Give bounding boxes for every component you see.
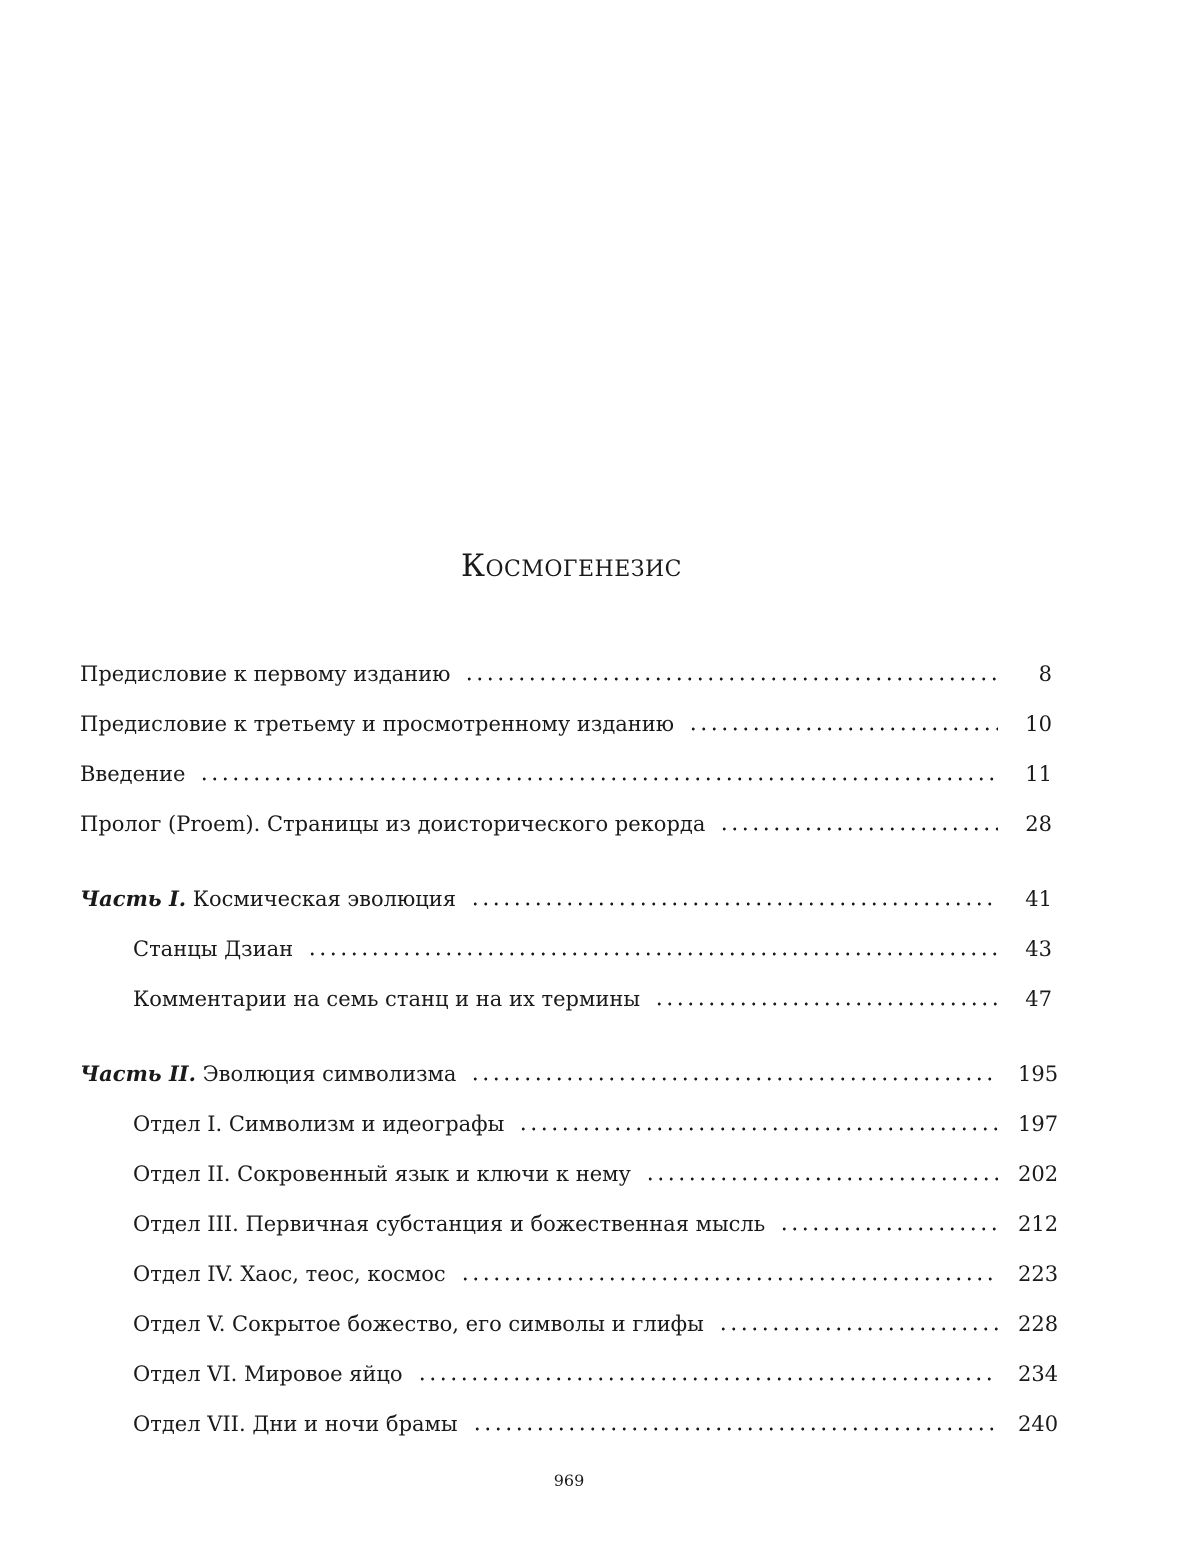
toc-entry-label: Отдел IV. Хаос, теос, космос bbox=[133, 1262, 446, 1286]
part-title: Космическая эволюция bbox=[186, 887, 456, 911]
toc-entry-page: 228 bbox=[1018, 1312, 1059, 1336]
toc-entry-label: Введение bbox=[80, 762, 186, 786]
toc-entry-page: 28 bbox=[1025, 812, 1052, 836]
toc-entry-label bbox=[80, 1059, 456, 1089]
toc-part-entry[interactable] bbox=[80, 880, 1052, 914]
toc-subentry[interactable] bbox=[133, 1305, 1059, 1339]
page-number: 969 bbox=[553, 1471, 585, 1490]
toc-entry-page: 41 bbox=[1025, 887, 1052, 911]
toc-subentry[interactable] bbox=[133, 930, 1052, 964]
toc-entry-page: 234 bbox=[1018, 1362, 1059, 1386]
toc-entry-label: Предисловие к первому изданию bbox=[80, 662, 451, 686]
toc-entry[interactable] bbox=[80, 805, 1052, 839]
dot-leader bbox=[199, 777, 998, 781]
dot-leader bbox=[460, 1277, 998, 1281]
dot-leader bbox=[472, 1427, 998, 1431]
toc-entry-label: Станцы Дзиан bbox=[133, 937, 294, 961]
toc-entry-label: Отдел V. Сокрытое божество, его символы и глифы bbox=[133, 1312, 704, 1336]
toc-entry-label bbox=[80, 884, 456, 914]
toc-subentry[interactable] bbox=[133, 1255, 1059, 1289]
toc-entry[interactable] bbox=[80, 655, 1052, 689]
toc-subentry[interactable] bbox=[133, 1405, 1059, 1439]
toc-entry-page: 43 bbox=[1025, 937, 1052, 961]
toc-entry-page: 212 bbox=[1018, 1212, 1059, 1236]
toc-entry-page: 8 bbox=[1038, 662, 1052, 686]
dot-leader bbox=[654, 1002, 998, 1006]
toc-entry[interactable] bbox=[80, 705, 1052, 739]
dot-leader bbox=[719, 827, 998, 831]
toc-entry-label: Пролог (Proem). Страницы из доисторического рекорда bbox=[80, 812, 706, 836]
toc-subentry[interactable] bbox=[133, 1155, 1059, 1189]
dot-leader bbox=[417, 1377, 998, 1381]
toc-subentry[interactable] bbox=[133, 1105, 1059, 1139]
dot-leader bbox=[470, 902, 998, 906]
toc-entry-page: 197 bbox=[1018, 1112, 1059, 1136]
toc-entry-label: Отдел I. Символизм и идеографы bbox=[133, 1112, 505, 1136]
toc-entry-label: Отдел II. Сокровенный язык и ключи к нему bbox=[133, 1162, 631, 1186]
toc-entry-label: Предисловие к третьему и просмотренному изданию bbox=[80, 712, 675, 736]
part-title: Эволюция символизма bbox=[195, 1062, 457, 1086]
dot-leader bbox=[718, 1327, 998, 1331]
toc-entry-page: 11 bbox=[1025, 762, 1052, 786]
toc-subentry[interactable] bbox=[133, 980, 1052, 1014]
toc-subentry[interactable] bbox=[133, 1355, 1059, 1389]
dot-leader bbox=[470, 1077, 998, 1081]
dot-leader bbox=[464, 677, 998, 681]
dot-leader bbox=[518, 1127, 998, 1131]
toc-part-entry[interactable] bbox=[80, 1055, 1059, 1089]
dot-leader bbox=[779, 1227, 998, 1231]
part-prefix: Часть II. bbox=[80, 1061, 196, 1086]
toc-subentry[interactable] bbox=[133, 1205, 1059, 1239]
toc-entry-label: Отдел III. Первичная субстанция и божественная мысль bbox=[133, 1212, 766, 1236]
dot-leader bbox=[307, 952, 998, 956]
toc-entry-page: 202 bbox=[1018, 1162, 1059, 1186]
toc-entry-page: 47 bbox=[1025, 987, 1052, 1011]
part-prefix: Часть I. bbox=[80, 886, 187, 911]
toc-entry-label: Отдел VII. Дни и ночи брамы bbox=[133, 1412, 458, 1436]
toc-entry-page: 195 bbox=[1018, 1062, 1059, 1086]
toc-entry-page: 10 bbox=[1025, 712, 1052, 736]
dot-leader bbox=[688, 727, 998, 731]
toc-entry-label: Комментарии на семь станц и на их термины bbox=[133, 987, 641, 1011]
toc-entry-page: 223 bbox=[1018, 1262, 1059, 1286]
toc-entry-page: 240 bbox=[1018, 1412, 1059, 1436]
page-title: Космогенезис bbox=[460, 548, 683, 584]
toc-entry-label: Отдел VI. Мировое яйцо bbox=[133, 1362, 403, 1386]
toc-entry[interactable] bbox=[80, 755, 1052, 789]
dot-leader bbox=[645, 1177, 998, 1181]
